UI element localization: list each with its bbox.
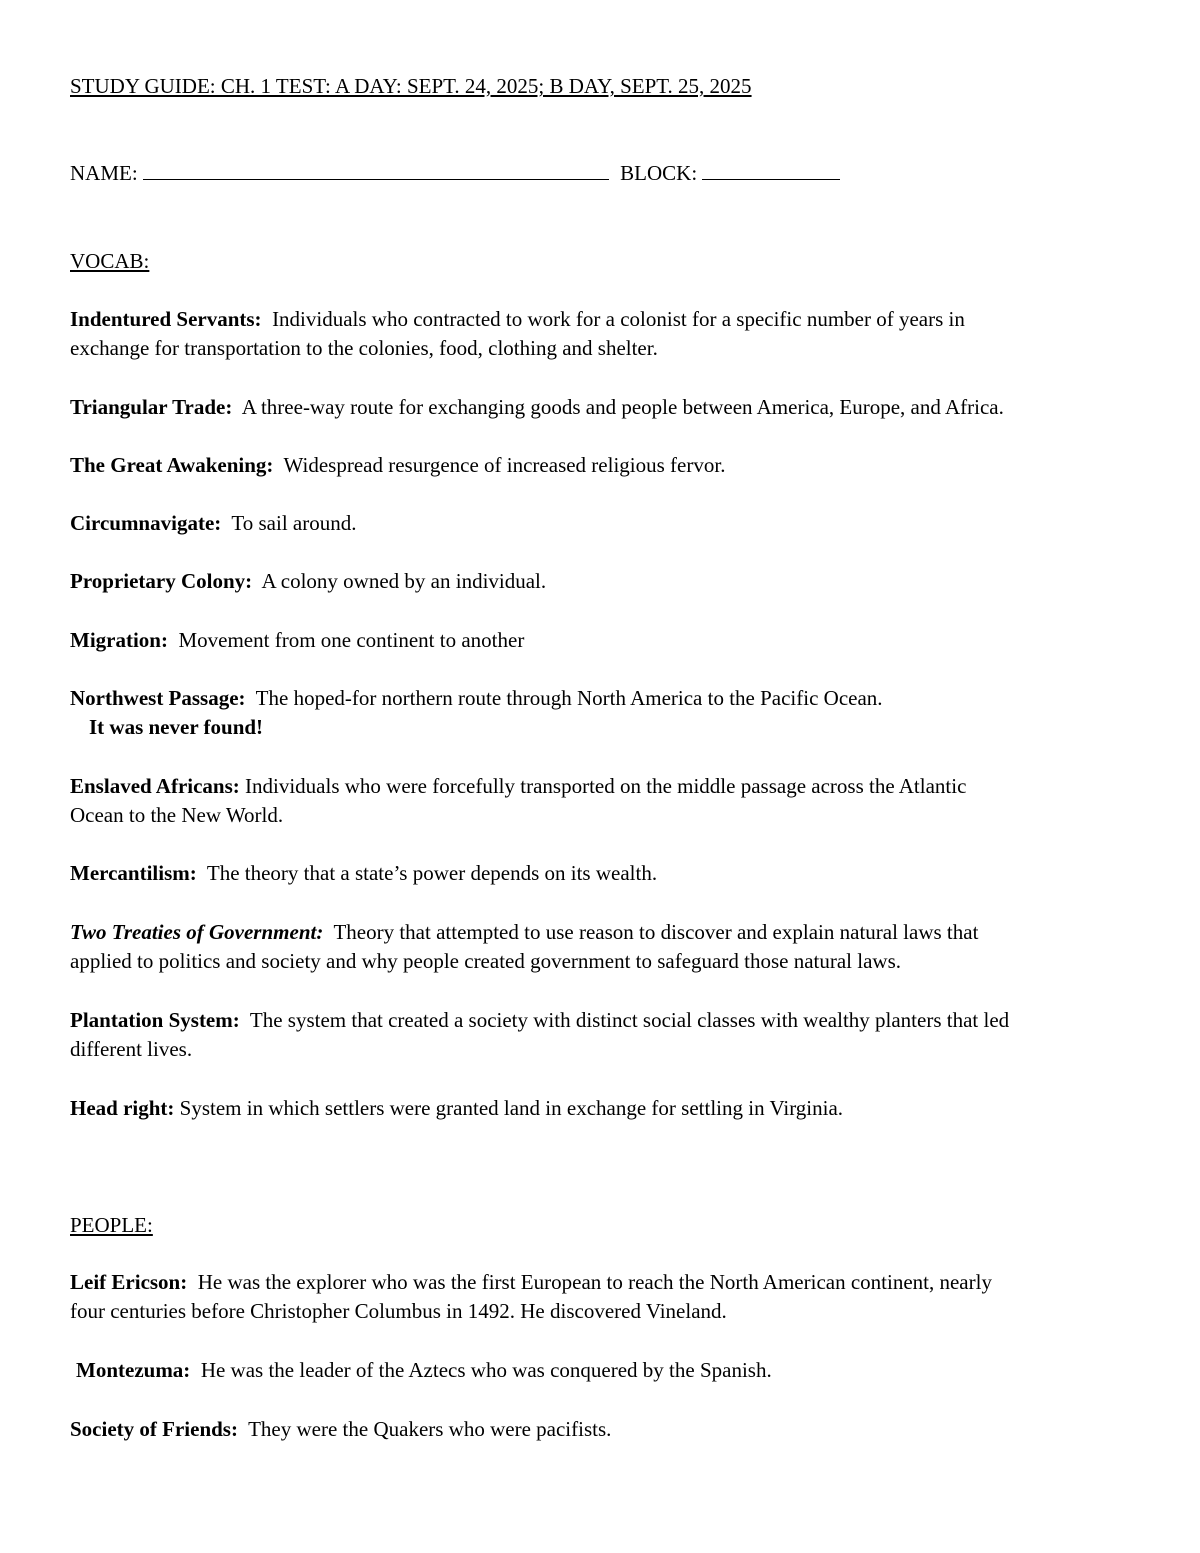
vocab-term: Circumnavigate:: [70, 511, 222, 535]
vocab-item-great-awakening: [70, 451, 725, 480]
vocab-definition-continued: different lives.: [70, 1037, 193, 1061]
people-item-montezuma: [76, 1356, 772, 1385]
vocab-definition: Widespread resurgence of increased religious fervor.: [273, 453, 726, 477]
vocab-term: Enslaved Africans:: [70, 774, 240, 798]
vocab-item-head-right: [70, 1094, 843, 1123]
vocab-definition: The system that created a society with distinct social classes with wealthy planters that led: [239, 1008, 1010, 1032]
people-term: Society of Friends:: [70, 1417, 238, 1441]
name-blank[interactable]: [143, 159, 609, 180]
name-label: NAME:: [70, 161, 143, 185]
people-definition: He was the leader of the Aztecs who was conquered by the Spanish.: [190, 1358, 772, 1382]
vocab-term: Proprietary Colony:: [70, 569, 253, 593]
vocab-term: Head right:: [70, 1096, 175, 1120]
vocab-item-mercantilism: [70, 859, 657, 888]
vocab-term: Migration:: [70, 628, 168, 652]
page-title: STUDY GUIDE: CH. 1 TEST: A DAY: SEPT. 24, 2025; B DAY, SEPT. 25, 2025: [70, 74, 752, 98]
block-label: BLOCK:: [620, 161, 703, 185]
vocab-term: Triangular Trade:: [70, 395, 233, 419]
people-definition: They were the Quakers who were pacifists.: [237, 1417, 612, 1441]
vocab-definition: Theory that attempted to use reason to discover and explain natural laws that: [323, 920, 979, 944]
vocab-definition-continued: applied to politics and society and why people created government to safeguard those natural laws.: [70, 949, 901, 973]
vocab-term: The Great Awakening:: [70, 453, 274, 477]
people-item-leif-ericson: [70, 1268, 992, 1297]
vocab-item-enslaved-africans: [70, 772, 966, 801]
vocab-definition: Individuals who contracted to work for a colonist for a specific number of years in: [261, 307, 965, 331]
vocab-item-two-treaties: [70, 918, 978, 947]
vocab-definition-continued: Ocean to the New World.: [70, 803, 284, 827]
vocab-definition: To sail around.: [221, 511, 357, 535]
people-definition: He was the explorer who was the first European to reach the North American continent, nearly: [187, 1270, 992, 1294]
vocab-term: Mercantilism:: [70, 861, 197, 885]
vocab-definition-continued: exchange for transportation to the colonies, food, clothing and shelter.: [70, 336, 658, 360]
vocab-item-plantation-system: [70, 1006, 1009, 1035]
people-heading: PEOPLE:: [70, 1213, 153, 1237]
name-block-row: [70, 159, 840, 188]
vocab-item-proprietary-colony: [70, 567, 546, 596]
vocab-item-northwest-passage: [70, 684, 883, 713]
vocab-heading: VOCAB:: [70, 249, 150, 273]
vocab-term: Two Treaties of Government:: [70, 920, 324, 944]
vocab-item-circumnavigate: [70, 509, 356, 538]
vocab-term: Northwest Passage:: [70, 686, 246, 710]
vocab-item-migration: [70, 626, 524, 655]
vocab-term: Indentured Servants:: [70, 307, 262, 331]
vocab-definition: A colony owned by an individual.: [252, 569, 547, 593]
people-term: Leif Ericson:: [70, 1270, 188, 1294]
block-blank[interactable]: [702, 159, 840, 180]
vocab-item-indentured-servants: [70, 305, 965, 334]
vocab-definition: The hoped-for northern route through North America to the Pacific Ocean.: [245, 686, 883, 710]
people-term: Montezuma:: [76, 1358, 191, 1382]
vocab-definition: System in which settlers were granted land in exchange for settling in Virginia.: [174, 1096, 844, 1120]
vocab-note: It was never found!: [89, 715, 264, 739]
vocab-definition: Individuals who were forcefully transported on the middle passage across the Atlantic: [239, 774, 967, 798]
people-definition-continued: four centuries before Christopher Columbus in 1492. He discovered Vineland.: [70, 1299, 727, 1323]
vocab-definition: The theory that a state’s power depends on its wealth.: [196, 861, 658, 885]
vocab-definition: A three-way route for exchanging goods and people between America, Europe, and Africa.: [232, 395, 1004, 419]
vocab-definition: Movement from one continent to another: [167, 628, 525, 652]
vocab-item-triangular-trade: [70, 393, 1004, 422]
vocab-term: Plantation System:: [70, 1008, 240, 1032]
people-item-society-of-friends: [70, 1415, 611, 1444]
